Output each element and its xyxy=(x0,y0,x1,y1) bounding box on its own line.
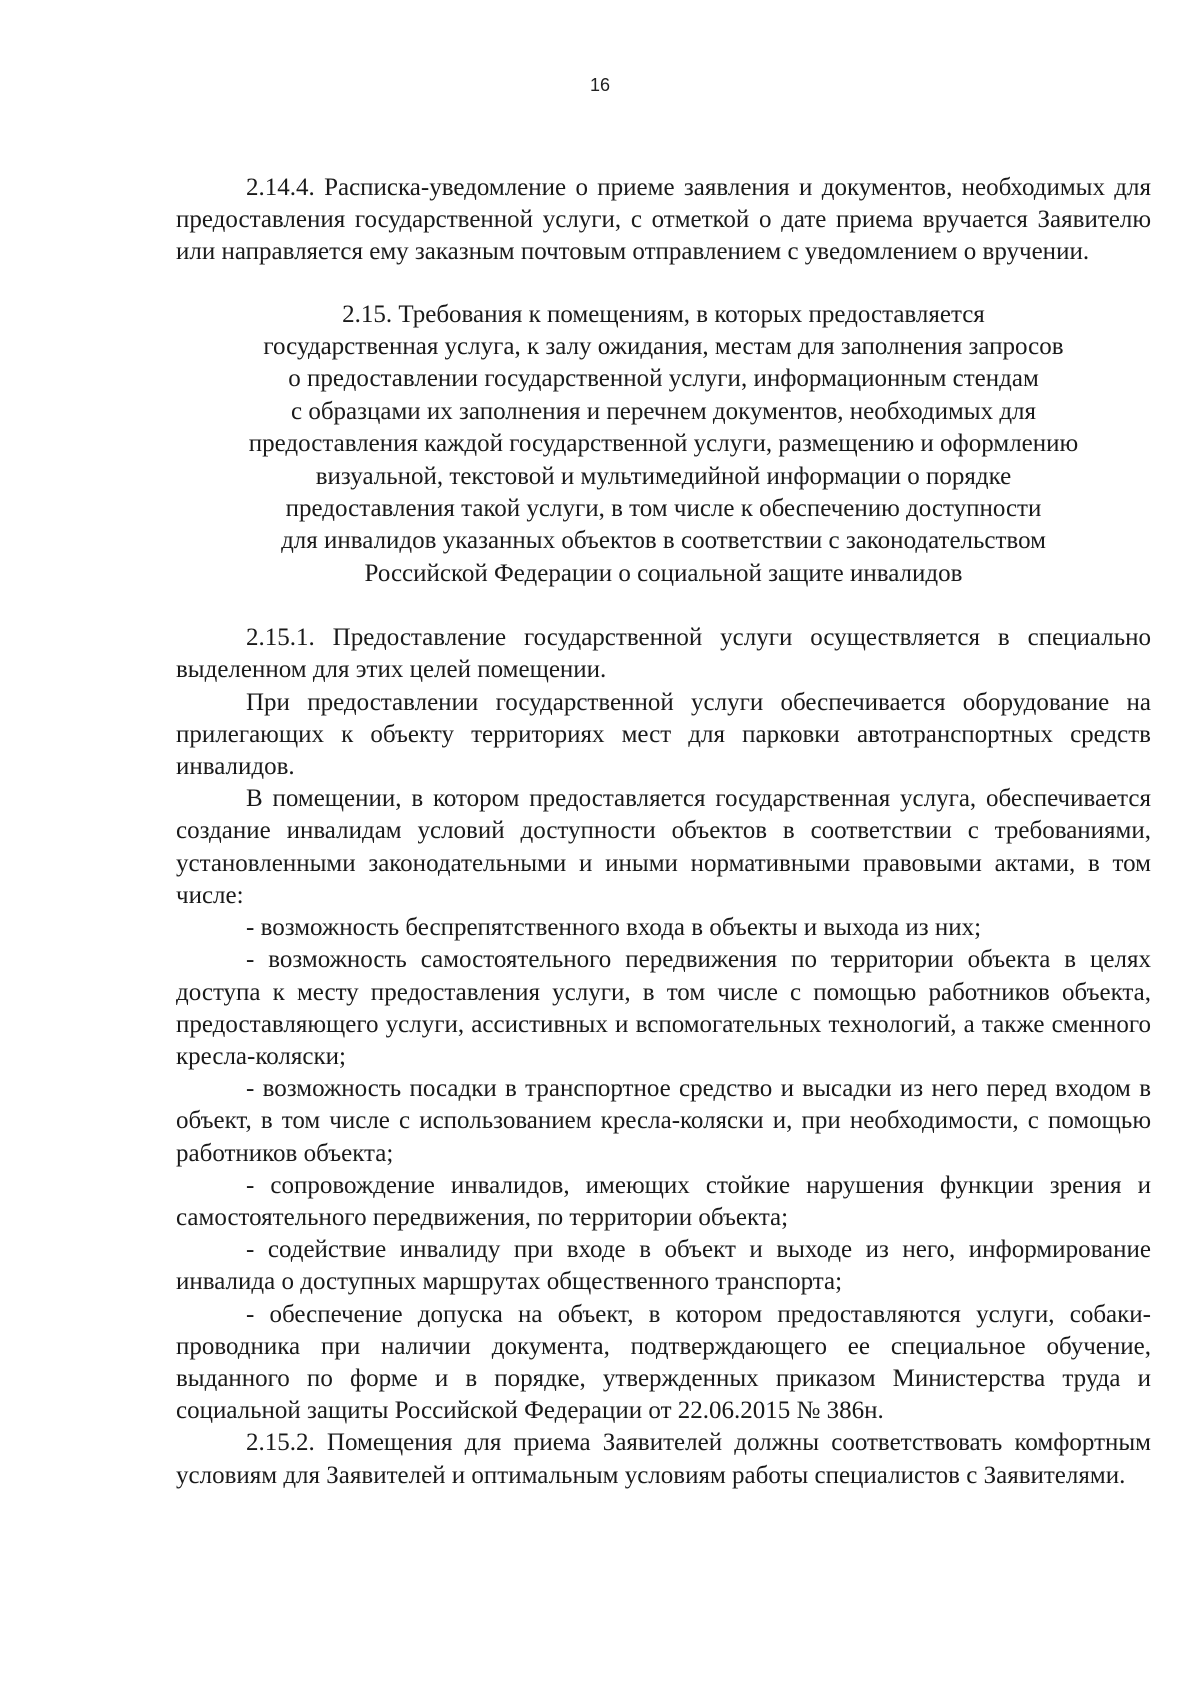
paragraph-accessibility-intro: В помещении, в котором предоставляется государственная услуга, обеспечивается создание инвалидам условий доступности объектов в соответствии с требованиями, установленными законодательными и иными нормативными правовыми актами, в том числе: xyxy=(176,785,1151,909)
list-item-movement: - возможность самостоятельного передвижения по территории объекта в целях доступа к месту предоставления услуги, в том числе с помощью работников объекта, предоставляющего услуги, ассистивных и вспомогательных технологий, а также сменного кресла-коляски; xyxy=(176,946,1151,1070)
heading-line: государственная услуга, к залу ожидания, местам для заполнения запросов xyxy=(263,333,1064,361)
heading-line: с образцами их заполнения и перечнем документов, необходимых для xyxy=(290,397,1037,425)
heading-line: предоставления каждой государственной услуги, размещению и оформлению xyxy=(248,430,1079,458)
heading-line: для инвалидов указанных объектов в соответствии с законодательством xyxy=(281,527,1046,555)
heading-line: визуальной, текстовой и мультимедийной информации о порядке xyxy=(315,462,1012,490)
paragraph-2-15-2: 2.15.2. Помещения для приема Заявителей должны соответствовать комфортным условиям для Заявителей и оптимальным условиям работы специалистов с Заявителями. xyxy=(176,1429,1151,1489)
heading-line: Российской Федерации о социальной защите инвалидов xyxy=(364,559,963,587)
section-heading-2-15 xyxy=(176,299,1151,591)
list-item-transport: - возможность посадки в транспортное средство и высадки из него перед входом в объект, в том числе с использованием кресла-коляски и, при необходимости, с помощью работников объекта; xyxy=(176,1075,1151,1167)
list-item-assistance: - содействие инвалиду при входе в объект и выходе из него, информирование инвалида о доступных маршрутах общественного транспорта; xyxy=(176,1236,1151,1296)
heading-line: предоставления такой услуги, в том числе к обеспечению доступности xyxy=(285,495,1042,523)
list-item-guide-dog: - обеспечение допуска на объект, в котором предоставляются услуги, собаки-проводника при наличии документа, подтверждающего ее специальное обучение, выданного по форме и в порядке, утвержденных приказом Министерства труда и социальной защиты Российской Федерации от 22.06.2015 № 386н. xyxy=(176,1300,1151,1425)
list-item-escort: - сопровождение инвалидов, имеющих стойкие нарушения функции зрения и самостоятельного передвижения, по территории объекта; xyxy=(176,1171,1151,1231)
paragraph-2-14-4: 2.14.4. Расписка-уведомление о приеме заявления и документов, необходимых для предоставления государственной услуги, с отметкой о дате приема вручается Заявителю или направляется ему заказным почтовым отправлением с уведомлением о вручении. xyxy=(176,174,1151,266)
heading-line: 2.15. Требования к помещениям, в которых предоставляется xyxy=(342,300,985,328)
paragraph-parking: При предоставлении государственной услуги обеспечивается оборудование на прилегающих к объекту территориях мест для парковки автотранспортных средств инвалидов. xyxy=(176,688,1151,781)
paragraph-2-15-1: 2.15.1. Предоставление государственной услуги осуществляется в специально выделенном для этих целей помещении. xyxy=(176,624,1151,684)
page-number: 16 xyxy=(589,75,611,95)
list-item-entrance: - возможность беспрепятственного входа в объекты и выхода из них; xyxy=(246,914,982,942)
document-body xyxy=(176,172,1151,1492)
heading-line: о предоставлении государственной услуги, информационным стендам xyxy=(288,365,1039,393)
